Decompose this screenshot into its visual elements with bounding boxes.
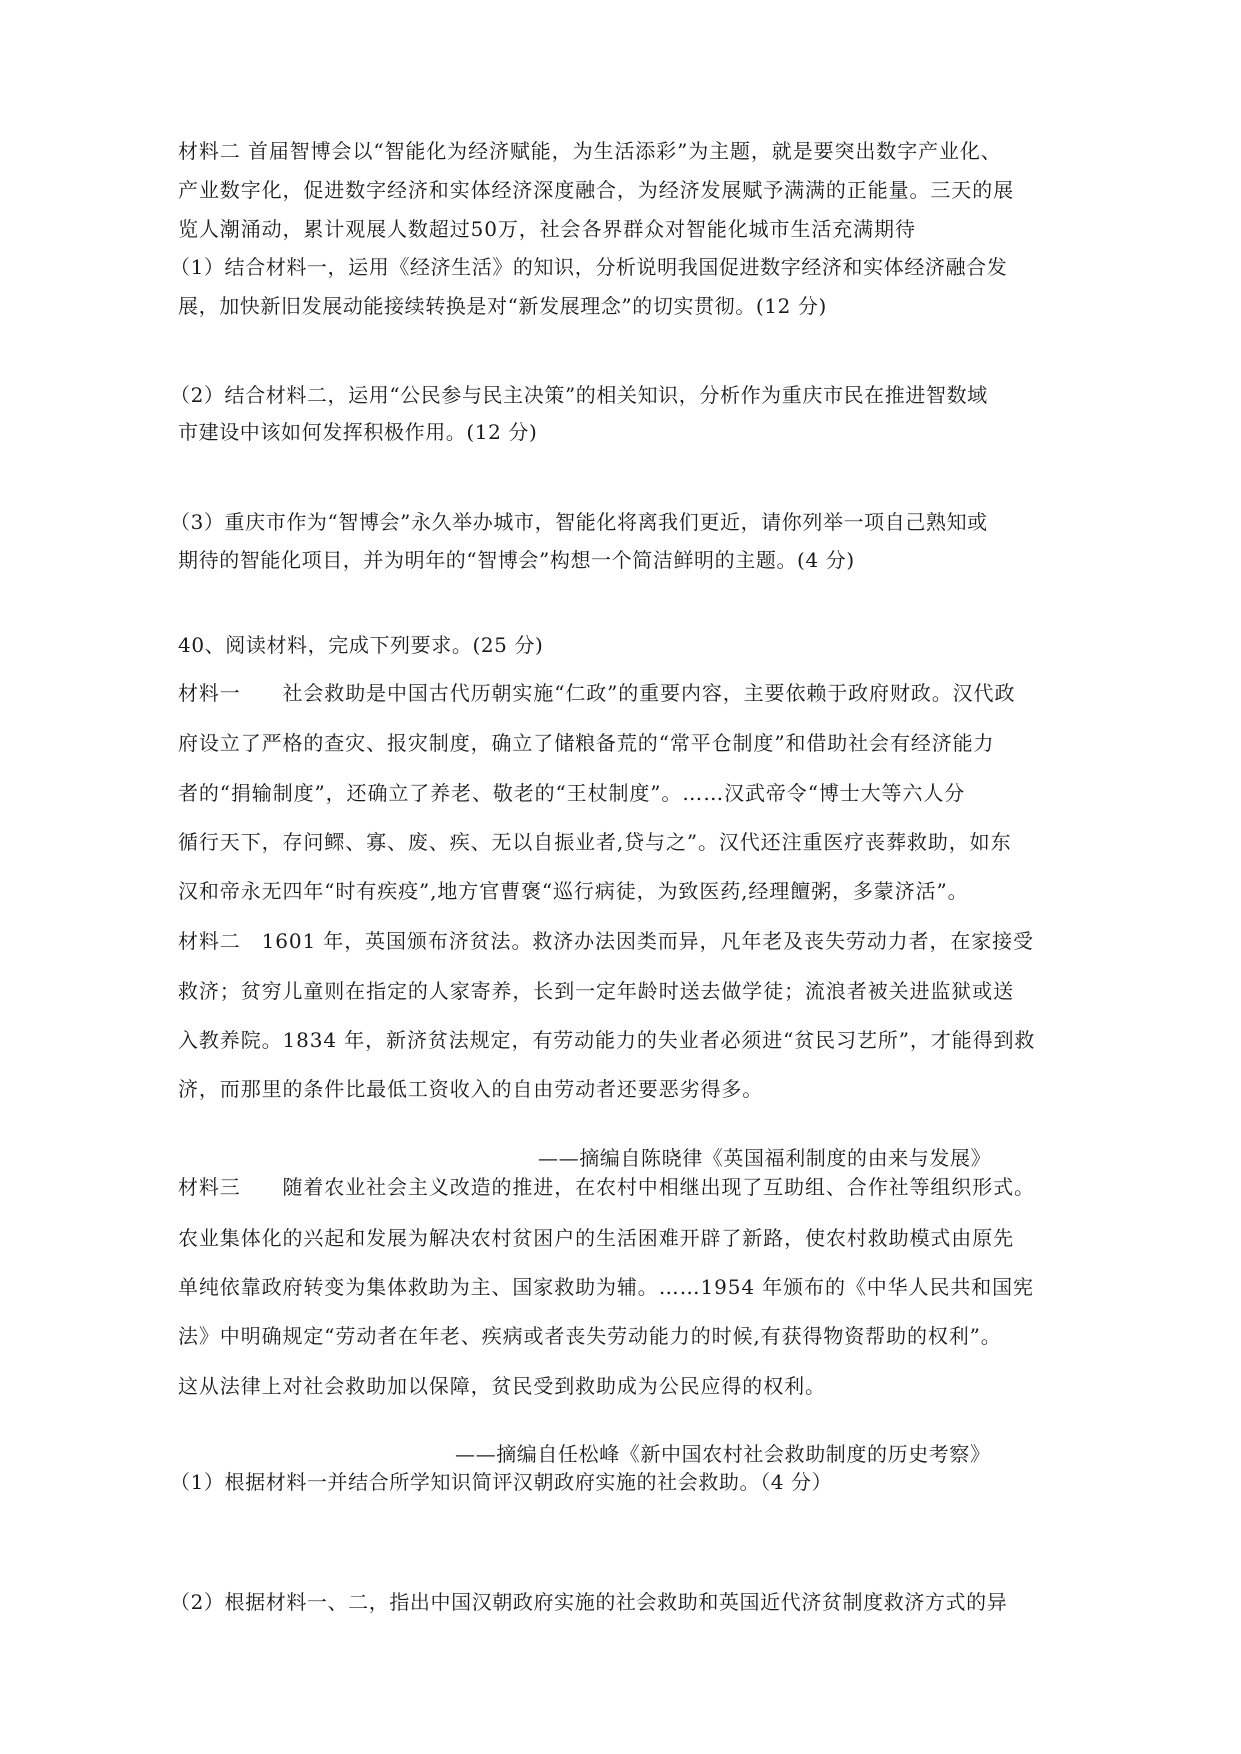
q40-material3-line-1: 材料三 随着农业社会主义改造的推进，在农村中相继出现了互助组、合作社等组织形式。 <box>178 1175 1035 1199</box>
material2-line-2: 产业数字化，促进数字经济和实体经济深度融合，为经济发展赋予满满的正能量。三天的展 <box>178 178 1014 202</box>
question-40-heading: 40、阅读材料，完成下列要求。(25 分) <box>178 633 544 657</box>
q40-material3-line-5: 这从法律上对社会救助加以保障，贫民受到救助成为公民应得的权利。 <box>178 1374 826 1398</box>
q40-material1-line-5: 汉和帝永无四年“时有疾疫”,地方官曹褒“巡行病徒，为致医药,经理饘粥，多蒙济活”。 <box>178 879 969 903</box>
q40-subquestion-1: （1）根据材料一并结合所学知识简评汉朝政府实施的社会救助。（4 分） <box>170 1470 833 1494</box>
q40-material1-line-1: 材料一 社会救助是中国古代历朝实施“仁政”的重要内容，主要依赖于政府财政。汉代政 <box>178 681 1016 705</box>
q40-material2-line-1: 材料二 1601 年，英国颁布济贫法。救济办法因类而异，凡年老及丧失劳动力者，在家接受 <box>178 929 1034 953</box>
q40-material2-line-4: 济，而那里的条件比最低工资收入的自由劳动者还要恶劣得多。 <box>178 1077 764 1101</box>
q40-material2-line-2: 救济；贫穷儿童则在指定的人家寄养，长到一定年龄时送去做学徒；流浪者被关进监狱或送 <box>178 979 1014 1003</box>
q40-material1-line-2: 府设立了严格的查灾、报灾制度，确立了储粮备荒的“常平仓制度”和借助社会有经济能力 <box>178 731 995 755</box>
material2-line-3: 览人潮涌动，累计观展人数超过50万，社会各界群众对智能化城市生活充满期待 <box>178 217 916 241</box>
question-3-line-1: （3）重庆市作为“智博会”永久举办城市，智能化将离我们更近，请你列举一项自己熟知或 <box>170 510 988 534</box>
q40-material3-line-2: 农业集体化的兴起和发展为解决农村贫困户的生活困难开辟了新路，使农村救助模式由原先 <box>178 1226 1014 1250</box>
question-2-line-2: 市建设中该如何发挥积极作用。(12 分) <box>178 420 538 444</box>
question-1-line-2: 展，加快新旧发展动能接续转换是对“新发展理念”的切实贯彻。(12 分) <box>178 294 827 318</box>
q40-material1-line-3: 者的“捐输制度”，还确立了养老、敬老的“王杖制度”。……汉武帝令“博士大等六人分 <box>178 781 966 805</box>
q40-subquestion-2: （2）根据材料一、二，指出中国汉朝政府实施的社会救助和英国近代济贫制度救济方式的异 <box>170 1590 1008 1614</box>
question-1-line-1: （1）结合材料一，运用《经济生活》的知识，分析说明我国促进数字经济和实体经济融合发 <box>170 255 1008 279</box>
q40-source-2: ——摘编自陈晓律《英国福利制度的由来与发展》 <box>538 1146 992 1170</box>
q40-material3-line-3: 单纯依靠政府转变为集体救助为主、国家救助为辅。……1954 年颁布的《中华人民共和国宪 <box>178 1275 1034 1299</box>
q40-material1-line-4: 循行天下，存问鳏、寡、废、疾、无以自振业者,贷与之”。汉代还注重医疗丧葬救助，如东 <box>178 830 1012 854</box>
q40-material3-line-4: 法》中明确规定“劳动者在年老、疾病或者丧失劳动能力的时候,有获得物资帮助的权利”。 <box>178 1324 1002 1348</box>
q40-material2-line-3: 入教养院。1834 年，新济贫法规定，有劳动能力的失业者必须进“贫民习艺所”，才能得到救 <box>178 1028 1036 1052</box>
q40-source-3: ——摘编自任松峰《新中国农村社会救助制度的历史考察》 <box>455 1442 991 1466</box>
question-3-line-2: 期待的智能化项目，并为明年的“智博会”构想一个简洁鲜明的主题。(4 分) <box>178 548 855 572</box>
material2-line-1: 材料二 首届智博会以“智能化为经济赋能，为生活添彩”为主题，就是要突出数字产业化、 <box>178 139 1002 163</box>
question-2-line-1: （2）结合材料二，运用“公民参与民主决策”的相关知识，分析作为重庆市民在推进智数域 <box>170 383 988 407</box>
